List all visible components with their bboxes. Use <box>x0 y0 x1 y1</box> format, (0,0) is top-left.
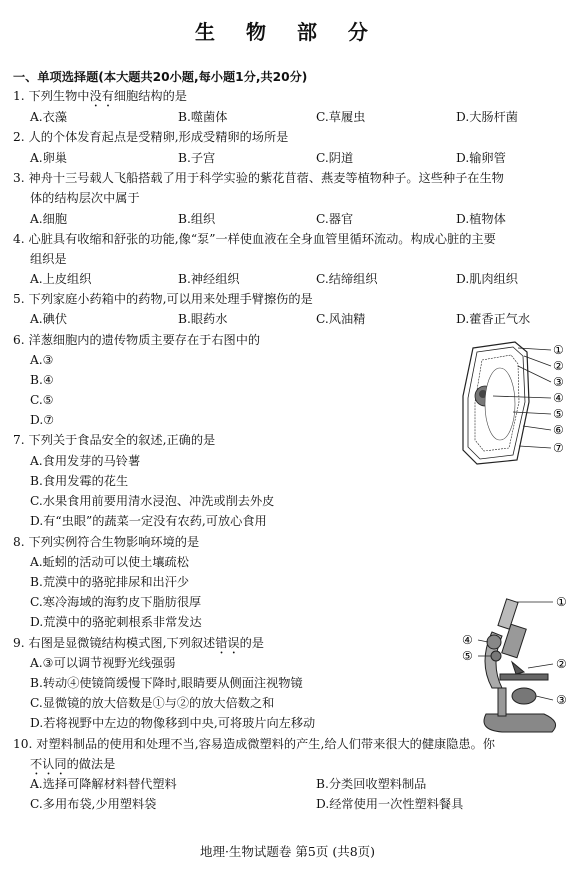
q9-emphasis: 错误 <box>215 636 240 650</box>
q1-emphasis: 没有 <box>89 89 114 103</box>
microscope-label-4: ④ <box>462 633 473 647</box>
q6-option-c: C.⑤ <box>30 393 54 407</box>
question-7-stem: 7. 下列关于食品安全的叙述,正确的是 <box>13 433 216 447</box>
q5-option-b: B.眼药水 <box>178 312 228 326</box>
cell-label-5: ⑤ <box>553 407 564 421</box>
question-3-line2: 体的结构层次中属于 <box>30 191 140 205</box>
q9-option-b: B.转动④使镜筒缓慢下降时,眼睛要从侧面注视物镜 <box>30 676 303 690</box>
q1-pre: 1. 下列生物中 <box>13 89 90 103</box>
cell-label-6: ⑥ <box>553 423 564 437</box>
q8-option-b: B.荒漠中的骆驼排尿和出汗少 <box>30 575 190 589</box>
question-3-line1: 3. 神舟十三号载人飞船搭载了用于科学实验的紫花苜蓿、燕麦等植物种子。这些种子在生物 <box>13 171 504 185</box>
question-10-line1: 10. 对塑料制品的使用和处理不当,容易造成微塑料的产生,给人们带来很大的健康隐患。你 <box>13 737 495 751</box>
q10-emphasis: 不认同 <box>30 757 67 771</box>
q5-option-c: C.风油精 <box>316 312 366 326</box>
q4-option-b: B.神经组织 <box>178 272 240 286</box>
q7-option-d: D.有“虫眼”的蔬菜一定没有农药,可放心食用 <box>30 514 267 528</box>
microscope-label-2: ② <box>556 657 567 671</box>
q2-option-a: A.卵巢 <box>30 151 68 165</box>
q7-option-c: C.水果食用前要用清水浸泡、冲洗或削去外皮 <box>30 494 275 508</box>
q3-option-b: B.组织 <box>178 212 216 226</box>
question-5-stem: 5. 下列家庭小药箱中的药物,可以用来处理手臂擦伤的是 <box>13 292 313 306</box>
q1-option-a: A.衣藻 <box>30 110 68 124</box>
q2-option-b: B.子宫 <box>178 151 216 165</box>
section-heading: 一、单项选择题(本大题共20小题,每小题1分,共20分) <box>13 70 308 84</box>
q8-option-d: D.荒漠中的骆驼刺根系非常发达 <box>30 615 202 629</box>
q1-option-d: D.大肠杆菌 <box>456 110 518 124</box>
question-4-line2: 组织是 <box>30 252 67 266</box>
q3-option-a: A.细胞 <box>30 212 68 226</box>
q9-pre: 9. 右图是显微镜结构模式图,下列叙述 <box>13 636 216 650</box>
q9-option-d: D.若将视野中左边的物像移到中央,可将玻片向左移动 <box>30 716 316 730</box>
q4-option-d: D.肌肉组织 <box>456 272 518 286</box>
q7-option-b: B.食用发霉的花生 <box>30 474 129 488</box>
q10-option-b: B.分类回收塑料制品 <box>316 777 427 791</box>
q4-option-a: A.上皮组织 <box>30 272 92 286</box>
q9-option-c: C.显微镜的放大倍数是①与②的放大倍数之和 <box>30 696 275 710</box>
q1-option-c: C.草履虫 <box>316 110 366 124</box>
question-4-line1: 4. 心脏具有收缩和舒张的功能,像“泵”一样使血液在全身血管里循环流动。构成心脏的主要 <box>13 232 496 246</box>
microscope-diagram <box>458 592 573 740</box>
question-8-stem: 8. 下列实例符合生物影响环境的是 <box>13 535 200 549</box>
q6-option-d: D.⑦ <box>30 413 55 427</box>
q10-post: 的做法是 <box>66 757 116 771</box>
microscope-label-5: ⑤ <box>462 649 473 663</box>
microscope-label-1: ① <box>556 595 567 609</box>
question-6-stem: 6. 洋葱细胞内的遗传物质主要存在于右图中的 <box>13 333 261 347</box>
cell-label-2: ② <box>553 359 564 373</box>
q3-option-c: C.器官 <box>316 212 354 226</box>
q1-post: 细胞结构的是 <box>113 89 187 103</box>
question-2-stem: 2. 人的个体发育起点是受精卵,形成受精卵的场所是 <box>13 130 289 144</box>
page-title: 生 物 部 分 <box>195 20 380 44</box>
q6-option-a: A.③ <box>30 353 54 367</box>
cell-label-4: ④ <box>553 391 564 405</box>
q9-post: 的是 <box>239 636 264 650</box>
q10-option-a: A.选择可降解材料替代塑料 <box>30 777 177 791</box>
q4-option-c: C.结缔组织 <box>316 272 378 286</box>
q9-option-a: A.③可以调节视野光线强弱 <box>30 656 176 670</box>
q3-option-d: D.植物体 <box>456 212 506 226</box>
q1-option-b: B.噬菌体 <box>178 110 228 124</box>
q8-option-c: C.寒冷海域的海豹皮下脂肪很厚 <box>30 595 202 609</box>
page-footer: 地理·生物试题卷 第5页 (共8页) <box>199 844 376 859</box>
cell-label-3: ③ <box>553 375 564 389</box>
q6-option-b: B.④ <box>30 373 54 387</box>
q7-option-a: A.食用发芽的马铃薯 <box>30 454 141 468</box>
q10-option-d: D.经常使用一次性塑料餐具 <box>316 797 464 811</box>
microscope-label-3: ③ <box>556 693 567 707</box>
cell-label-7: ⑦ <box>553 441 564 455</box>
q5-option-d: D.藿香正气水 <box>456 312 531 326</box>
cell-label-1: ① <box>553 343 564 357</box>
q5-option-a: A.碘伏 <box>30 312 68 326</box>
q10-option-c: C.多用布袋,少用塑料袋 <box>30 797 157 811</box>
q2-option-c: C.阴道 <box>316 151 354 165</box>
q2-option-d: D.输卵管 <box>456 151 506 165</box>
q8-option-a: A.蚯蚓的活动可以使土壤疏松 <box>30 555 189 569</box>
